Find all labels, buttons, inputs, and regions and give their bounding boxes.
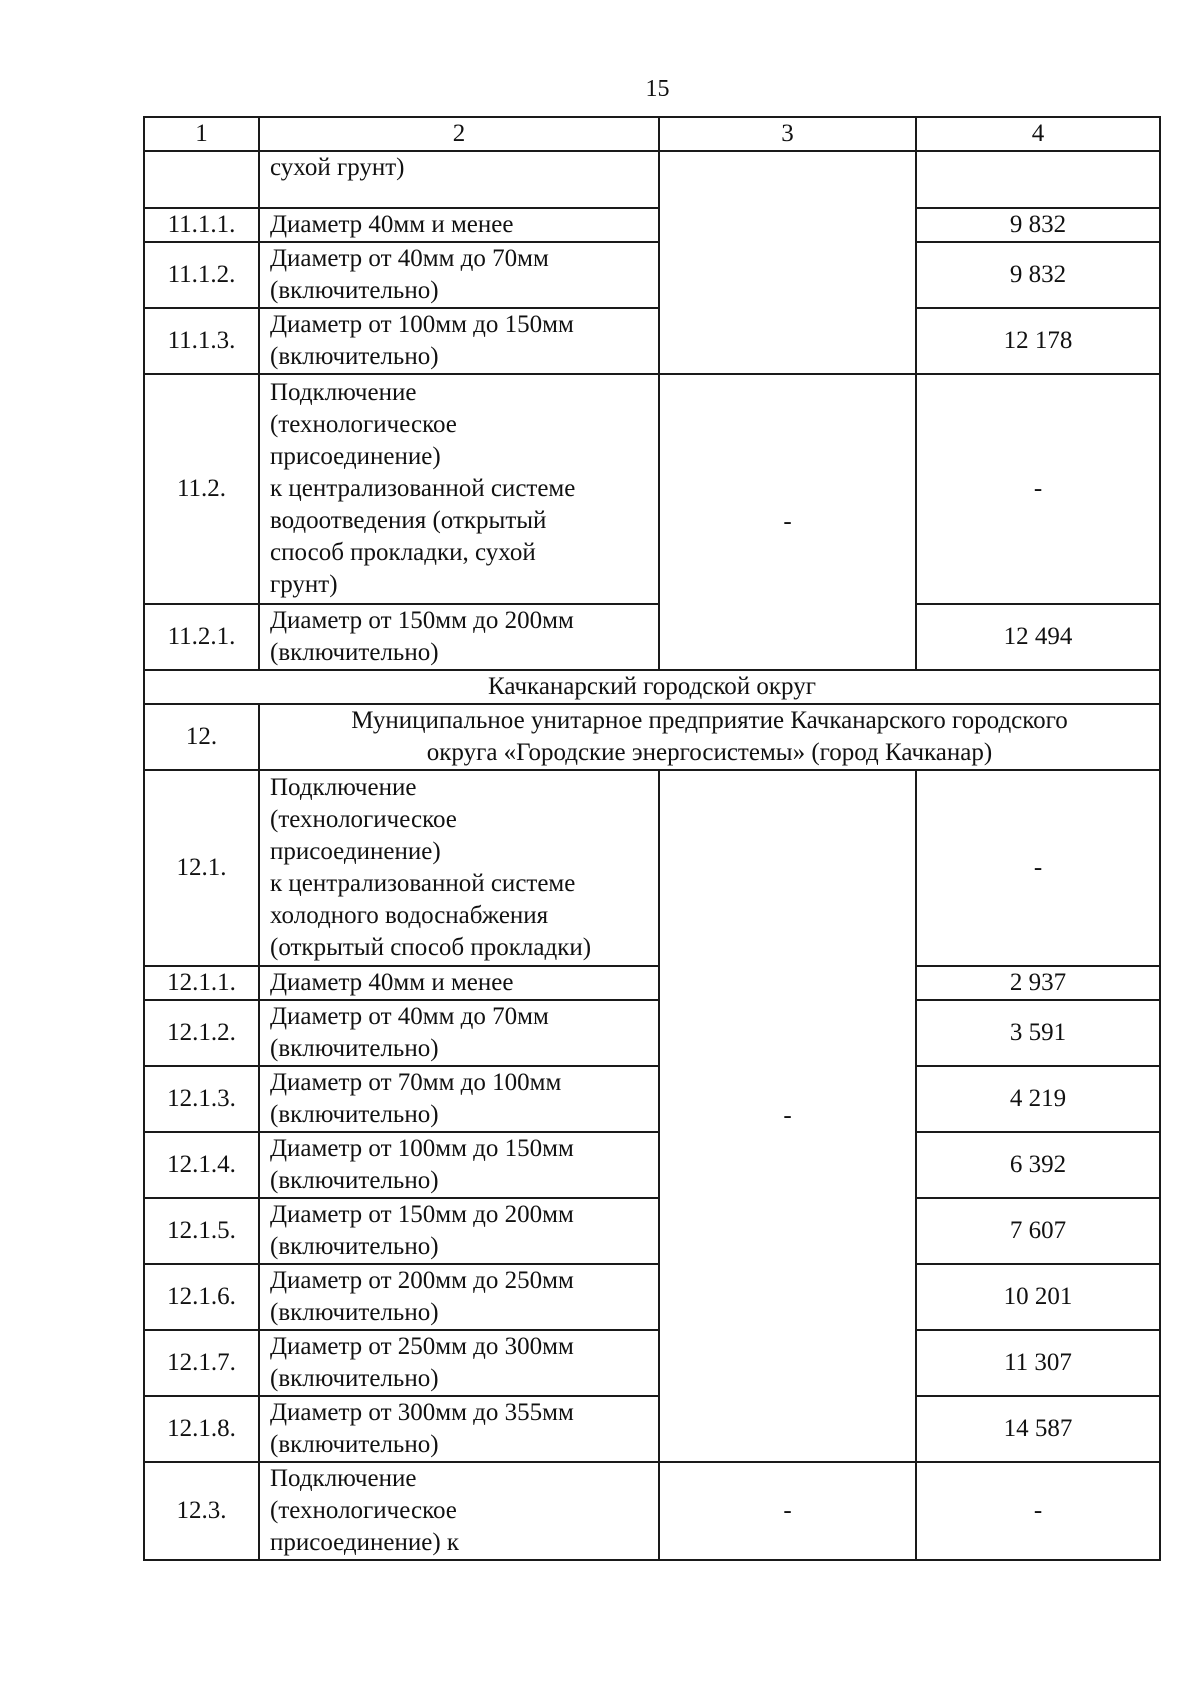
row-number: 12.1. [144, 770, 259, 966]
row-number: 12.1.6. [144, 1264, 259, 1330]
row-value [916, 151, 1160, 208]
row-number: 11.1.1. [144, 208, 259, 242]
row-value: 2 937 [916, 966, 1160, 1000]
row-value: 9 832 [916, 242, 1160, 308]
row-number: 12.1.3. [144, 1066, 259, 1132]
table-header-row [144, 117, 1160, 151]
col3-cell: - [659, 374, 916, 670]
table-row [144, 1462, 1160, 1560]
table-row [144, 966, 1160, 1000]
organization-row [144, 704, 1160, 770]
table-row [144, 1330, 1160, 1396]
row-value: 6 392 [916, 1132, 1160, 1198]
table-row [144, 242, 1160, 308]
table-row [144, 770, 1160, 966]
header-cell: 2 [259, 117, 659, 151]
section-row [144, 670, 1160, 704]
row-description [259, 374, 659, 604]
row-number: 11.2. [144, 374, 259, 604]
row-description: сухой грунт) [259, 151, 659, 208]
row-description-text: Диаметр от 100мм до 150мм (включительно) [270, 1135, 574, 1194]
header-cell: 4 [916, 117, 1160, 151]
row-description-text: Диаметр от 40мм до 70мм (включительно) [270, 245, 549, 304]
col3-cell [659, 151, 916, 374]
row-description [259, 308, 659, 374]
row-description-text: Диаметр от 300мм до 355мм (включительно) [270, 1399, 574, 1458]
table-row [144, 1066, 1160, 1132]
row-value: 12 178 [916, 308, 1160, 374]
row-description-text: Диаметр от 200мм до 250мм (включительно) [270, 1267, 574, 1326]
page-number: 15 [645, 76, 670, 102]
row-value: 7 607 [916, 1198, 1160, 1264]
row-value: 10 201 [916, 1264, 1160, 1330]
row-number: 12. [144, 704, 259, 770]
row-number: 12.1.2. [144, 1000, 259, 1066]
table-row [144, 1132, 1160, 1198]
row-number: 11.1.2. [144, 242, 259, 308]
row-number: 11.1.3. [144, 308, 259, 374]
row-value: 12 494 [916, 604, 1160, 670]
table-row [144, 1198, 1160, 1264]
row-description [259, 1000, 659, 1066]
row-description [259, 1330, 659, 1396]
table-row [144, 208, 1160, 242]
row-number [144, 151, 259, 208]
row-description-text: Диаметр от 150мм до 200мм (включительно) [270, 607, 574, 666]
row-description [259, 604, 659, 670]
row-number: 12.1.4. [144, 1132, 259, 1198]
row-number: 12.1.7. [144, 1330, 259, 1396]
row-value: 3 591 [916, 1000, 1160, 1066]
row-description-text: Диаметр от 250мм до 300мм (включительно) [270, 1333, 574, 1392]
header-cell: 3 [659, 117, 916, 151]
row-description: Диаметр 40мм и менее [259, 966, 659, 1000]
section-title: Качканарский городской округ [144, 670, 1160, 704]
col3-cell: - [659, 1462, 916, 1560]
tariff-table [143, 116, 1161, 1561]
row-value: 14 587 [916, 1396, 1160, 1462]
table-row [144, 1264, 1160, 1330]
row-value: - [916, 1462, 1160, 1560]
organization-name [259, 704, 1160, 770]
table-row [144, 151, 1160, 208]
row-description-text: Подключение (технологическое присоединение) к [270, 1465, 460, 1556]
row-number: 12.3. [144, 1462, 259, 1560]
header-cell: 1 [144, 117, 259, 151]
organization-name-text: Муниципальное унитарное предприятие Качканарского городского округа «Городские энергосистемы» (город Качканар) [351, 707, 1068, 766]
row-value: - [916, 770, 1160, 966]
row-description [259, 1066, 659, 1132]
row-description [259, 242, 659, 308]
row-number: 11.2.1. [144, 604, 259, 670]
row-number: 12.1.5. [144, 1198, 259, 1264]
row-description [259, 1264, 659, 1330]
table-row [144, 1396, 1160, 1462]
row-description-text: Диаметр от 100мм до 150мм (включительно) [270, 311, 574, 370]
row-description [259, 1462, 659, 1560]
row-description: Диаметр 40мм и менее [259, 208, 659, 242]
row-description-text: Подключение (технологическое присоединение) к централизованной системе водоотведения (открытый способ прокладки, сухой грунт) [270, 379, 576, 598]
row-description-text: Диаметр от 150мм до 200мм (включительно) [270, 1201, 574, 1260]
row-description-text: Диаметр от 40мм до 70мм (включительно) [270, 1003, 549, 1062]
table-row [144, 308, 1160, 374]
row-description [259, 770, 659, 966]
row-value: - [916, 374, 1160, 604]
row-description-text: Диаметр от 70мм до 100мм (включительно) [270, 1069, 562, 1128]
row-description [259, 1396, 659, 1462]
row-value: 4 219 [916, 1066, 1160, 1132]
row-description [259, 1198, 659, 1264]
row-description-text: Подключение (технологическое присоединение) к централизованной системе холодного водоснабжения (открытый способ прокладки) [270, 774, 592, 961]
table-row [144, 1000, 1160, 1066]
table-row [144, 604, 1160, 670]
row-number: 12.1.8. [144, 1396, 259, 1462]
table-row [144, 374, 1160, 604]
col3-cell: - [659, 770, 916, 1462]
row-value: 9 832 [916, 208, 1160, 242]
row-description [259, 1132, 659, 1198]
row-number: 12.1.1. [144, 966, 259, 1000]
row-value: 11 307 [916, 1330, 1160, 1396]
